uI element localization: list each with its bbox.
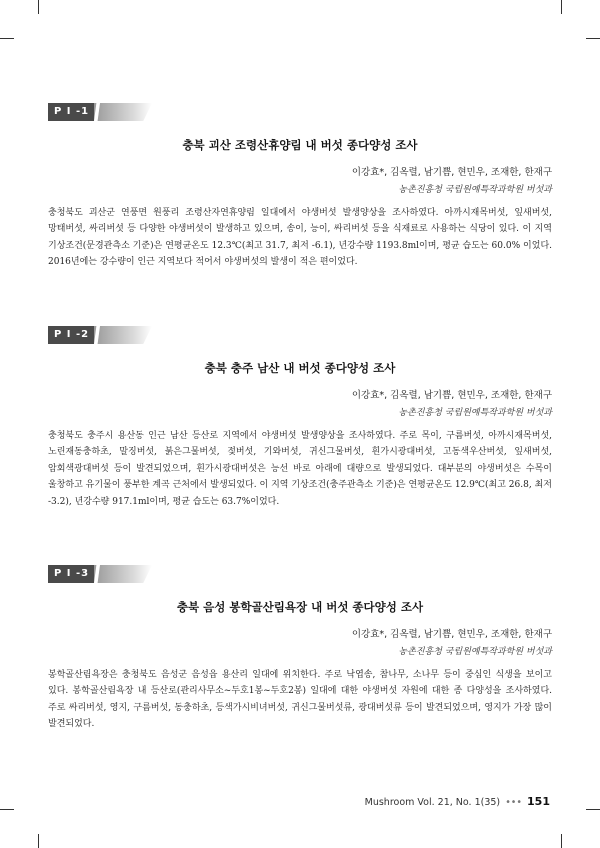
crop-mark [0, 38, 14, 39]
section-tag-label: P I -3 [48, 565, 94, 583]
page-footer [365, 795, 550, 808]
crop-mark [586, 809, 600, 810]
affiliation: 농촌진흥청 국립원예특작과학원 버섯과 [398, 185, 552, 195]
authors: 이강효*, 김옥렬, 남기쁨, 현민우, 조재한, 한재구 [351, 167, 552, 178]
abstract-title: 충북 음성 봉학골산림욕장 내 버섯 종다양성 조사 [176, 600, 424, 614]
section-tag [48, 103, 552, 121]
crop-mark [38, 0, 39, 14]
affiliation: 농촌진흥청 국립원예특작과학원 버섯과 [398, 647, 552, 657]
section-tag-label: P I -1 [48, 103, 94, 121]
section-tag [48, 326, 552, 344]
abstract-section-1 [48, 103, 552, 271]
crop-mark [586, 38, 600, 39]
crop-mark [561, 0, 562, 14]
abstract-title: 충북 괴산 조령산휴양림 내 버섯 종다양성 조사 [182, 138, 418, 152]
crop-mark [38, 834, 39, 848]
abstract-section-2 [48, 326, 552, 510]
page-number: 151 [527, 795, 550, 808]
abstract-body: 봉학골산림욕장은 충청북도 음성군 음성읍 용산리 일대에 위치한다. 주로 낙엽송, 참나무, 소나무 등이 중심인 식생을 보이고 있다. 봉학골산림욕장 내 등산로(관리사무소~두호1봉~두호2봉) 일대에 대한 야생버섯 자원에 대한 종 다양성을 조사하였다. 주로 싸리버섯, 영지, 구름버섯, 동충하초, 등색가시비녀버섯, 귀신그물버섯류, 광대버섯류 등이 발견되었으며, 영지가 가장 많이 발견되었다. [48, 670, 552, 730]
tag-decoration [94, 103, 152, 121]
authors: 이강효*, 김옥렬, 남기쁨, 현민우, 조재한, 한재구 [351, 390, 552, 401]
authors: 이강효*, 김옥렬, 남기쁨, 현민우, 조재한, 한재구 [351, 629, 552, 640]
abstract-section-3 [48, 565, 552, 733]
tag-decoration [94, 326, 152, 344]
abstract-body: 충청북도 충주시 용산동 인근 남산 등산로 지역에서 야생버섯 발생양상을 조사하였다. 주로 목이, 구름버섯, 아까시재목버섯, 노린재동충하초, 말징버섯, 붉은그물버섯, 젖버섯, 기와버섯, 귀신그물버섯, 흰가시광대버섯, 고동색우산버섯, 잎새버섯, 암회색광대버섯 등이 발견되었으며, 흰가시광대버섯은 능선 바로 아래에 대량으로 발생되었다. 대부분의 야생버섯은 수목이 울창하고 유기물이 풍부한 계곡 근처에서 발생되었다. 이 지역 기상조건(충주관측소 기준)은 연평균온도 12.9℃(최고 26.8, 최저 -3.2), 년강수량 917.1ml이며, 평균 습도는 63.7%이었다. [48, 431, 552, 507]
tag-decoration [94, 565, 152, 583]
crop-mark [0, 809, 14, 810]
abstract-title: 충북 충주 남산 내 버섯 종다양성 조사 [204, 361, 396, 375]
journal-citation: Mushroom Vol. 21, No. 1(35) [364, 797, 501, 808]
section-tag-label: P I -2 [48, 326, 94, 344]
footer-dots: ••• [505, 797, 522, 808]
section-tag [48, 565, 552, 583]
affiliation: 농촌진흥청 국립원예특작과학원 버섯과 [398, 408, 552, 418]
crop-mark [561, 834, 562, 848]
abstract-body: 충청북도 괴산군 연풍면 원풍리 조령산자연휴양림 일대에서 야생버섯 발생양상을 조사하였다. 아까시재목버섯, 잎새버섯, 망태버섯, 싸리버섯 등 다양한 야생버섯이 발생하고 있으며, 송이, 능이, 싸리버섯 등을 식재료로 사용하는 식당이 있다. 이 지역 기상조건(문경관측소 기준)은 연평균온도 12.3℃(최고 31.7, 최저 -6.1), 년강수량 1193.8ml이며, 평균 습도는 60.0% 이었다. 2016년에는 강수량이 인근 지역보다 적어서 야생버섯의 발생이 적은 편이었다. [48, 208, 552, 268]
